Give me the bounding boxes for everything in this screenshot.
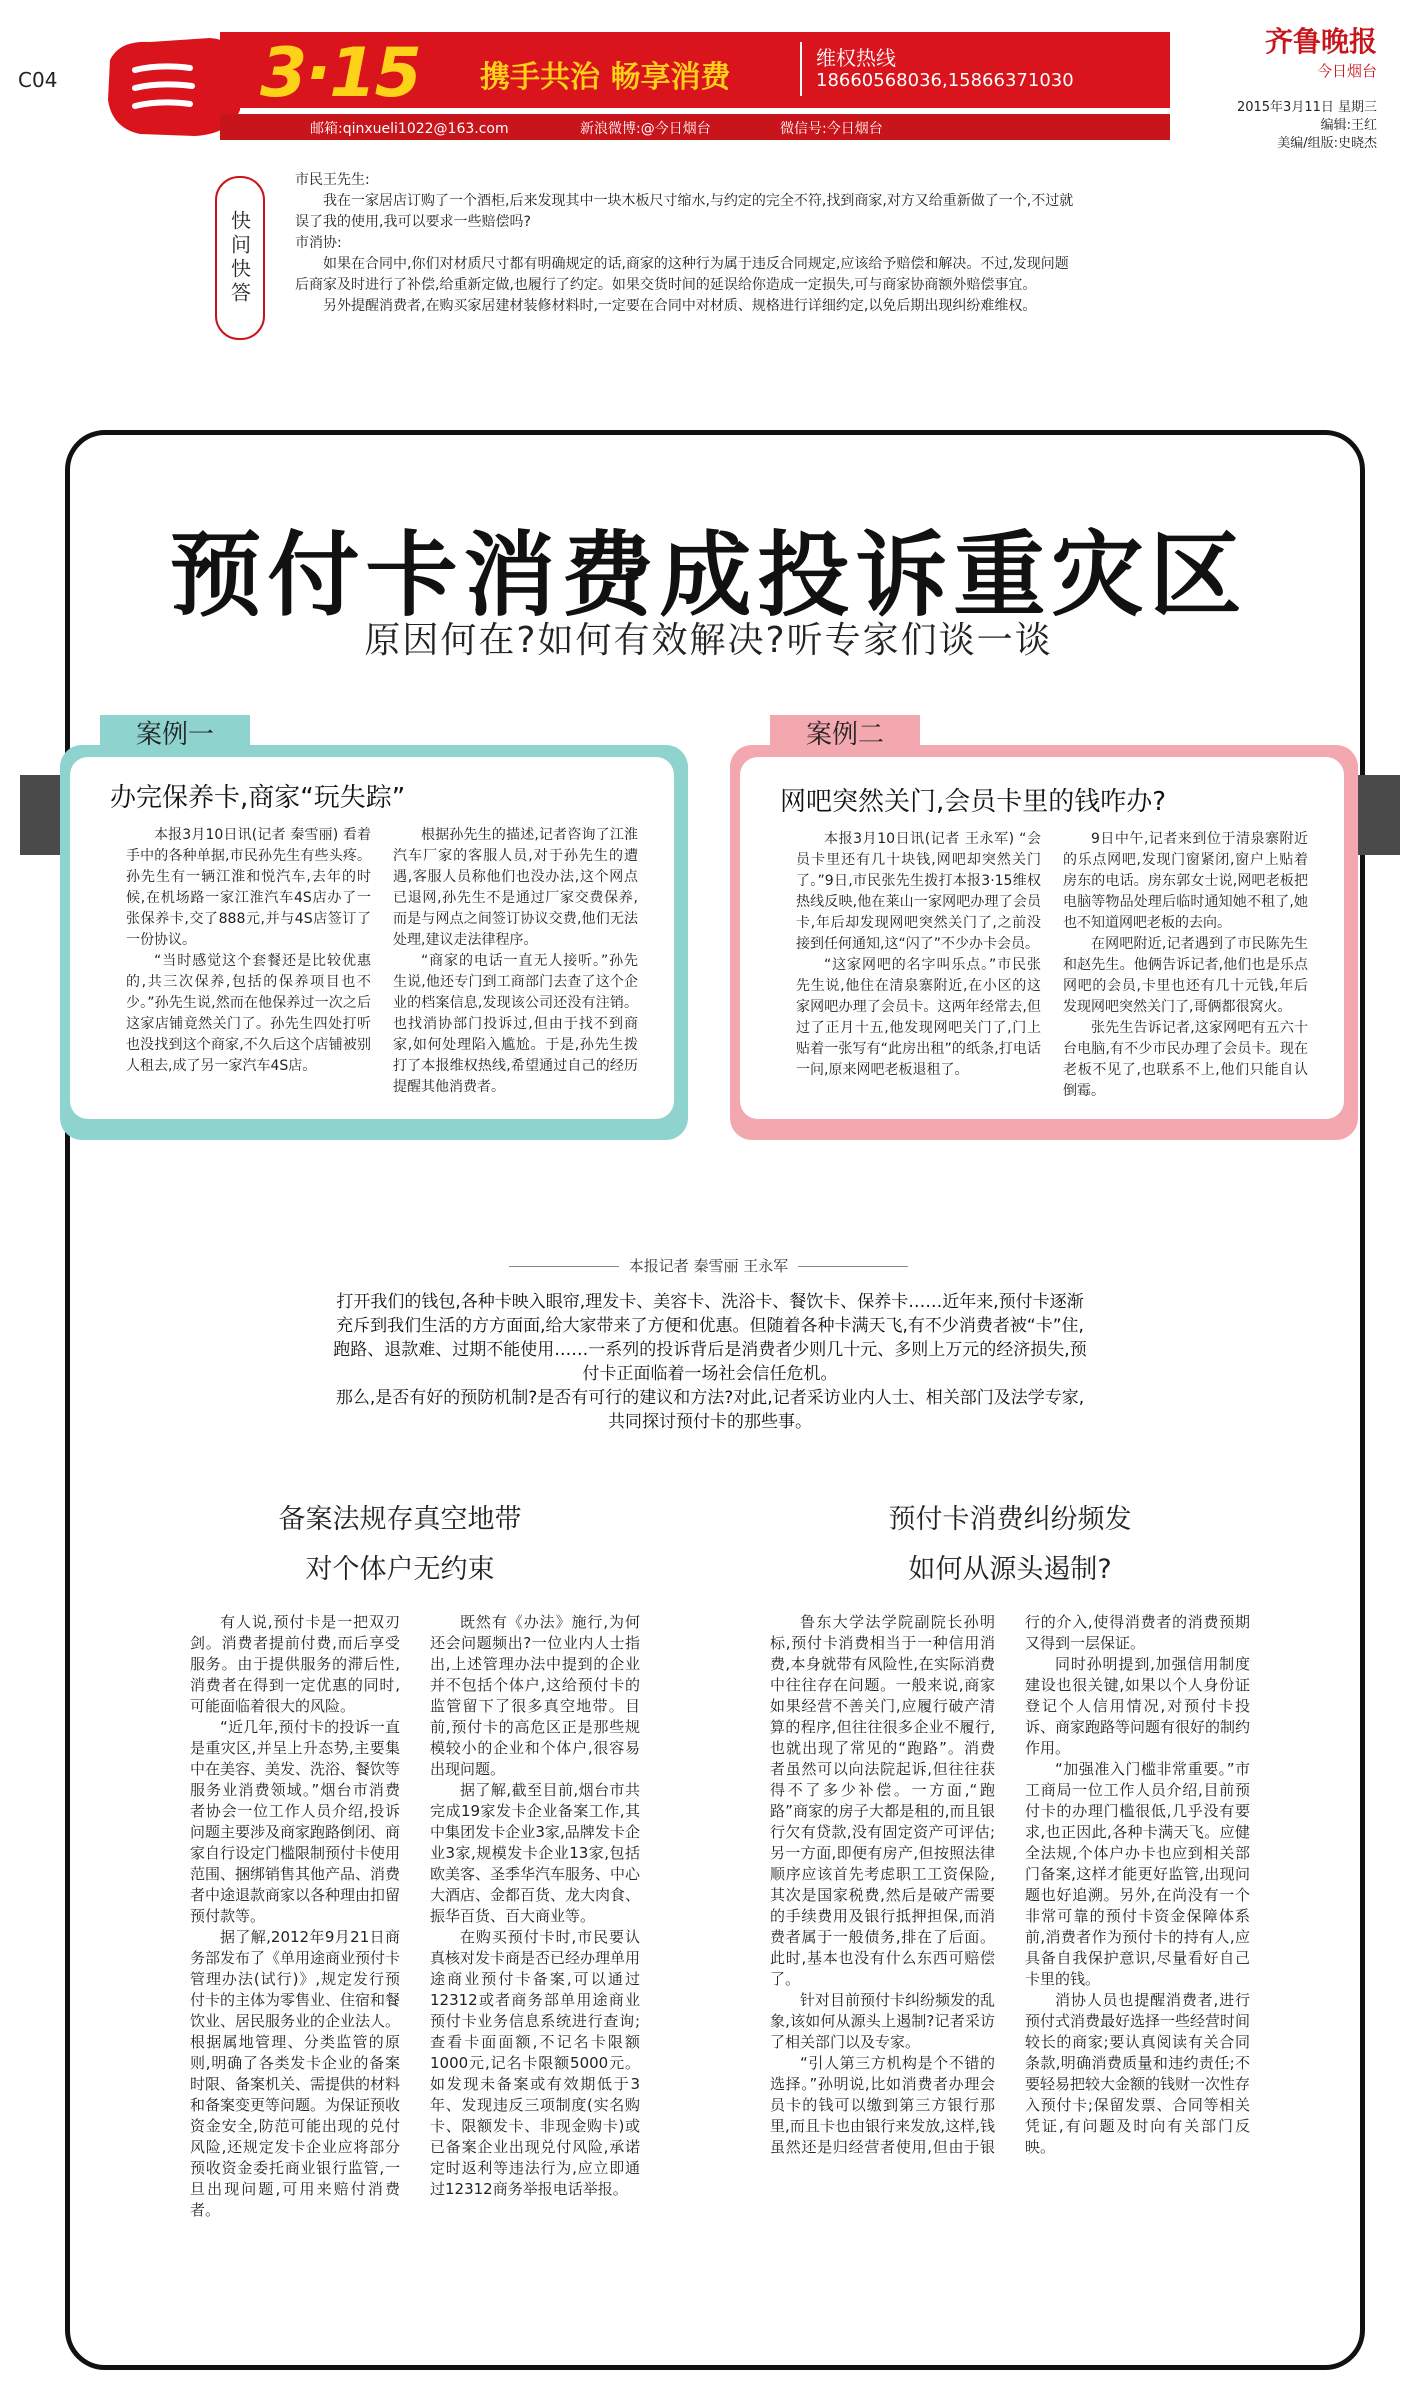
byline bbox=[0, 1255, 1417, 1276]
section-left-para: 据了解,2012年9月21日商务部发布了《单用途商业预付卡管理办法(试行)》,规定发行预付卡的主体为零售业、住宿和餐饮业、居民服务业的企业法人。根据属地管理、分类监管的原则,明确了各类发卡企业的备案时限、备案机关、需提供的材料和备案变更等问题。为保证预收资金安全,防范可能出现的兑付风险,还规定发卡企业应将部分预收资金委托商业银行监管,一旦出现问题,可用来赔付消费者。 bbox=[190, 1928, 401, 2219]
qa-reminder: 另外提醒消费者,在购买家居建材装修材料时,一定要在合同中对材质、规格进行详细约定,以免后期出现纠纷难维权。 bbox=[323, 298, 1037, 314]
hotline-label: 维权热线 bbox=[816, 46, 896, 70]
page-number: C04 bbox=[18, 68, 58, 92]
section-left-para: 有人说,预付卡是一把双刃剑。消费者提前付费,而后享受服务。由于提供服务的滞后性,消费者在得到一定优惠的同时,可能面临着很大的风险。 bbox=[190, 1613, 400, 1715]
section-left-title-1: 备案法规存真空地带 bbox=[278, 1504, 522, 1535]
qa-asker: 市民王先生: bbox=[295, 172, 370, 188]
banner-divider bbox=[800, 42, 802, 96]
byline-text: 本报记者 秦雪丽 王永军 bbox=[628, 1257, 789, 1275]
intro-para: 那么,是否有好的预防机制?是否有可行的建议和方法?对此,记者采访业内人士、相关部门及法学专家,共同探讨预付卡的那些事。 bbox=[335, 1388, 1085, 1432]
case2-inner bbox=[740, 757, 1344, 1119]
section-left-title-2: 对个体户无约束 bbox=[305, 1554, 495, 1585]
section-left bbox=[180, 1495, 620, 1595]
case1-para: “商家的电话一直无人接听。”孙先生说,他还专门到工商部门去查了这个企业的档案信息,发现该公司还没有注销。也找消协部门投诉过,但由于找不到商家,如何处理陷入尴尬。于是,孙先生拨打了本报维权热线,希望通过自己的经历提醒其他消费者。 bbox=[393, 953, 638, 1095]
case1-para: “当时感觉这个套餐还是比较优惠的,共三次保养,包括的保养项目也不少。”孙先生说,然而在他保养过一次之后这家店铺竟然关门了。孙先生四处打听也没找到这个商家,不久后这个店铺被别人租去,成了另一家汽车4S店。 bbox=[126, 953, 371, 1074]
case2-para: 张先生告诉记者,这家网吧有五六十台电脑,有不少市民办理了会员卡。现在老板不见了,也联系不上,他们只能自认倒霉。 bbox=[1063, 1020, 1308, 1099]
byline-rule-left bbox=[509, 1266, 619, 1267]
masthead-date: 2015年3月11日 星期三 bbox=[1236, 100, 1377, 115]
section-right-para: 针对目前预付卡纠纷频发的乱象,该如何从源头上遏制?记者采访了相关部门以及专家。 bbox=[770, 1991, 996, 2051]
case1-inner bbox=[70, 757, 674, 1119]
case1-para: 根据孙先生的描述,记者咨询了江淮汽车厂家的客服人员,对于孙先生的遭遇,客服人员称他们也没办法,这个网点已退网,孙先生不是通过厂家交费保养,而是与网点之间签订协议交费,他们无法处理,建议走法律程序。 bbox=[393, 827, 638, 948]
section-right-para: “加强准入门槛非常重要。”市工商局一位工作人员介绍,目前预付卡的办理门槛很低,几乎没有要求,也正因此,各种卡满天飞。应健全法规,个体户办卡也应到相关部门备案,这样才能更好监管,出现问题也好追溯。另外,在尚没有一个非常可靠的预付卡资金保障体系前,消费者作为预付卡的持有人,应具备自我保护意识,尽量看好自己卡里的钱。 bbox=[1025, 1760, 1250, 1988]
quick-qa-text bbox=[295, 170, 1075, 317]
section-right-title-2: 如何从源头遏制? bbox=[908, 1554, 1112, 1585]
intro bbox=[330, 1290, 1090, 1434]
section-right-title-1: 预付卡消费纠纷频发 bbox=[888, 1504, 1132, 1535]
banner-wechat: 微信号:今日烟台 bbox=[780, 121, 883, 137]
section-right bbox=[790, 1495, 1230, 1595]
case2-body bbox=[796, 829, 1308, 1107]
masthead bbox=[1237, 20, 1377, 153]
hotline-numbers: 18660568036,15866371030 bbox=[816, 70, 1074, 91]
section-left-para: 据了解,截至目前,烟台市共完成19家发卡企业备案工作,其中集团发卡企业3家,品牌发卡企业3家,规模发卡企业13家,包括欧美客、圣季华汽车服务、中心大酒店、金都百货、龙大肉食、振华百货、百大商业等。 bbox=[430, 1781, 641, 1925]
quick-qa bbox=[215, 170, 1075, 365]
banner-email: 邮箱:qinxueli1022@163.com bbox=[310, 121, 509, 137]
subheadline: 原因何在?如何有效解决?听专家们谈一谈 bbox=[364, 620, 1053, 661]
masthead-section: 今日烟台 bbox=[1316, 62, 1377, 80]
banner-contact-strip bbox=[220, 114, 1170, 140]
section-right-body bbox=[770, 1612, 1250, 2252]
case2-card bbox=[730, 720, 1358, 1140]
quick-qa-seal-text: 快问快答 bbox=[227, 210, 252, 306]
headline: 预付卡消费成投诉重灾区 bbox=[169, 522, 1248, 629]
case1-body bbox=[126, 825, 638, 1107]
case1-tag: 案例一 bbox=[100, 715, 250, 755]
section-right-para: 鲁东大学法学院副院长孙明标,预付卡消费相当于一种信用消费,本身就带有风险性,在实际消费中往往存在问题。一般来说,商家如果经营不善关门,应履行破产清算的程序,但往往很多企业不履行,也就出现了常见的“跑路”。消费者虽然可以向法院起诉,但往往获得不了多少补偿。一方面,“跑路”商家的房子大都是租的,而且银行欠有贷款,没有固定资产可评估;另一方面,即便有房产,但按照法律顺序应该首先考虑职工工资保险,其次是国家税费,然后是破产需要的手续费用及银行抵押担保,而消费者属于一般债务,排在了后面。此时,基本也没有什么东西可赔偿了。 bbox=[770, 1613, 995, 1988]
case2-title: 网吧突然关门,会员卡里的钱咋办? bbox=[780, 787, 1167, 817]
banner bbox=[100, 30, 1170, 142]
masthead-editor: 编辑:王红 bbox=[1320, 118, 1377, 133]
banner-315: 3·15 bbox=[260, 34, 420, 113]
byline-rule-right bbox=[798, 1266, 908, 1267]
qa-question: 我在一家居店订购了一个酒柜,后来发现其中一块木板尺寸缩水,与约定的完全不符,找到商家,对方又给重新做了一个,不过就误了我的使用,我可以要求一些赔偿吗? bbox=[295, 193, 1074, 230]
case1-para: 本报3月10日讯(记者 秦雪丽) 看着手中的各种单据,市民孙先生有些头疼。孙先生有一辆江淮和悦汽车,去年的时候,在机场路一家江淮汽车4S店办了一张保养卡,交了888元,并与4S店签订了一份协议。 bbox=[126, 827, 371, 948]
case2-para: 在网吧附近,记者遇到了市民陈先生和赵先生。他俩告诉记者,他们也是乐点网吧的会员,卡里也还有几十元钱,年后发现网吧突然关门了,哥俩都很窝火。 bbox=[1063, 936, 1308, 1015]
intro-para: 打开我们的钱包,各种卡映入眼帘,理发卡、美容卡、洗浴卡、餐饮卡、保养卡……近年来,预付卡逐渐充斥到我们生活的方方面面,给大家带来了方便和优惠。但随着各种卡满天飞,有不少消费者被“卡”住,跑路、退款难、过期不能使用……一系列的投诉背后是消费者少则几十元、多则上万元的经济损失,预付卡正面临着一场社会信任危机。 bbox=[333, 1292, 1087, 1384]
section-left-body bbox=[190, 1612, 640, 2252]
case2-para: 9日中午,记者来到位于清泉寨附近的乐点网吧,发现门窗紧闭,窗户上贴着房东的电话。房东郭女士说,网吧老板把电脑等物品处理后临时通知她不租了,她也不知道网吧老板的去向。 bbox=[1063, 831, 1308, 931]
section-right-para: 消协人员也提醒消费者,进行预付式消费最好选择一些经营时间较长的商家;要认真阅读有关合同条款,明确消费质量和违约责任;不要轻易把较大金额的钱财一次性存入预付卡;保留发票、合同等相关凭证,有问题及时向有关部门反映。 bbox=[1025, 1991, 1251, 2156]
section-right-para: “引人第三方机构是个不错的选择。”孙明说,比如消费者办理会员卡的钱可以缴到第三方银行那里,而且卡也由银行来发放,这样,钱虽然还是归经营者使用,但由于银行的介入,使得消费者的消费预期又得到一层保证。 bbox=[770, 1613, 1250, 2156]
case2-para: 本报3月10日讯(记者 王永军) “会员卡里还有几十块钱,网吧却突然关门了。”9日,市民张先生拨打本报3·15维权热线反映,他在莱山一家网吧办理了会员卡,年后却发现网吧突然关门了,之前没接到任何通知,这“闪了”不少办卡会员。 bbox=[796, 831, 1041, 952]
case2-tag: 案例二 bbox=[770, 715, 920, 755]
qa-answer: 如果在合同中,你们对材质尺寸都有明确规定的话,商家的这种行为属于违反合同规定,应该给予赔偿和解决。不过,发现问题后商家及时进行了补偿,给重新定做,也履行了约定。如果交货时间的延误给你造成一定损失,可与商家协商额外赔偿事宜。 bbox=[295, 256, 1069, 293]
qa-answerer: 市消协: bbox=[295, 235, 342, 251]
section-left-para: 在购买预付卡时,市民要认真核对发卡商是否已经办理单用途商业预付卡备案,可以通过12312或者商务部单用途商业预付卡业务信息系统进行查询;查看卡面面额,不记名卡限额1000元,记名卡限额5000元。如发现未备案或有效期低于3年、发现违反三项制度(实名购卡、限额发卡、非现金购卡)或已备案企业出现兑付风险,承诺定时返利等违法行为,应立即通过12312商务举报电话举报。 bbox=[430, 1928, 641, 2198]
masthead-design: 美编/组版:史晓杰 bbox=[1277, 136, 1377, 151]
section-left-para: “近几年,预付卡的投诉一直是重灾区,并呈上升态势,主要集中在美容、美发、洗浴、餐饮等服务业消费领域。”烟台市消费者协会一位工作人员介绍,投诉问题主要涉及商家跑路倒闭、商家自行设定门槛限制预付卡使用范围、捆绑销售其他产品、消费者中途退款商家以各种理由扣留预付款等。 bbox=[190, 1718, 401, 1925]
section-left-para: 既然有《办法》施行,为何还会问题频出?一位业内人士指出,上述管理办法中提到的企业并不包括个体户,这给预付卡的监管留下了很多真空地带。目前,预付卡的高危区正是那些规模较小的企业和个体户,很容易出现问题。 bbox=[430, 1613, 640, 1778]
section-right-para: 同时孙明提到,加强信用制度建设也很关键,如果以个人身份证登记个人信用情况,对预付卡投诉、商家跑路等问题有很好的制约作用。 bbox=[1025, 1655, 1251, 1757]
banner-slogan: 携手共治 畅享消费 bbox=[480, 60, 731, 95]
banner-weibo: 新浪微博:@今日烟台 bbox=[580, 121, 711, 137]
case1-title: 办完保养卡,商家“玩失踪” bbox=[110, 783, 406, 813]
case2-para: “这家网吧的名字叫乐点。”市民张先生说,他住在清泉寨附近,在小区的这家网吧办理了会员卡。这两年经常去,但过了正月十五,他发现网吧关门了,门上贴着一张写有“此房出租”的纸条,打电话一问,原来网吧老板退租了。 bbox=[796, 957, 1041, 1078]
masthead-logo: 齐鲁晚报 bbox=[1264, 25, 1377, 58]
quick-qa-seal bbox=[215, 176, 265, 340]
case1-card bbox=[60, 720, 688, 1140]
